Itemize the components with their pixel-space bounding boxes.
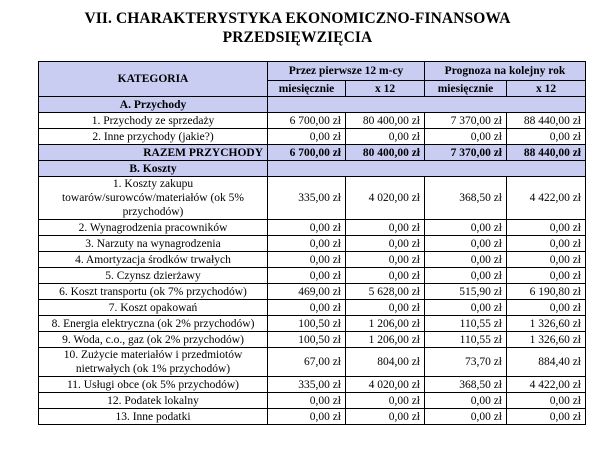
row-monthly-1: 0,00 zł (268, 129, 346, 145)
row-yearly-2: 4 422,00 zł (507, 177, 586, 220)
row-label: 12. Podatek lokalny (39, 393, 268, 409)
row-monthly-1: 469,00 zł (268, 284, 346, 300)
row-monthly-1: 0,00 zł (268, 393, 346, 409)
row-monthly-2: 110,55 zł (425, 332, 507, 348)
row-yearly-2: 6 190,80 zł (507, 284, 586, 300)
row-yearly-1: 0,00 zł (346, 268, 425, 284)
row-monthly-2: 73,70 zł (425, 348, 507, 377)
row-yearly-2: 0,00 zł (507, 300, 586, 316)
row-label: 3. Narzuty na wynagrodzenia (39, 236, 268, 252)
header-period-first-year: Przez pierwsze 12 m-cy (268, 62, 425, 81)
row-monthly-1: 335,00 zł (268, 377, 346, 393)
row-monthly-2: 110,55 zł (425, 316, 507, 332)
row-yearly-1: 1 206,00 zł (346, 316, 425, 332)
row-monthly-1: 335,00 zł (268, 177, 346, 220)
document-title (0, 9, 595, 47)
row-label: 6. Koszt transportu (ok 7% przychodów) (39, 284, 268, 300)
row-yearly-1: 0,00 zł (346, 252, 425, 268)
row-monthly-2: 515,90 zł (425, 284, 507, 300)
row-label: 1. Koszty zakupu towarów/surowców/materiałów (ok 5% przychodów) (39, 177, 268, 220)
row-label: 8. Energia elektryczna (ok 2% przychodów) (39, 316, 268, 332)
row-yearly-2: 1 326,60 zł (507, 332, 586, 348)
cost-row (39, 284, 586, 300)
row-yearly-2: 0,00 zł (507, 409, 586, 425)
total-monthly-1: 6 700,00 zł (268, 145, 346, 161)
row-yearly-2: 0,00 zł (507, 220, 586, 236)
total-yearly-2: 88 440,00 zł (507, 145, 586, 161)
row-monthly-2: 0,00 zł (425, 393, 507, 409)
income-row (39, 129, 586, 145)
section-costs-fill (268, 161, 586, 177)
header-monthly-1: miesięcznie (268, 81, 346, 97)
section-costs (39, 161, 586, 177)
cost-row (39, 268, 586, 284)
row-yearly-1: 0,00 zł (346, 236, 425, 252)
row-monthly-2: 0,00 zł (425, 129, 507, 145)
header-x12-1: x 12 (346, 81, 425, 97)
header-monthly-2: miesięcznie (425, 81, 507, 97)
row-label: 2. Inne przychody (jakie?) (39, 129, 268, 145)
row-monthly-2: 0,00 zł (425, 300, 507, 316)
cost-row (39, 348, 586, 377)
row-yearly-2: 0,00 zł (507, 393, 586, 409)
row-monthly-1: 0,00 zł (268, 409, 346, 425)
cost-row (39, 409, 586, 425)
cost-row (39, 220, 586, 236)
row-label: 7. Koszt opakowań (39, 300, 268, 316)
row-label: 13. Inne podatki (39, 409, 268, 425)
header-period-next-year: Prognoza na kolejny rok (425, 62, 586, 81)
row-yearly-2: 0,00 zł (507, 268, 586, 284)
total-yearly-1: 80 400,00 zł (346, 145, 425, 161)
row-yearly-2: 0,00 zł (507, 252, 586, 268)
row-yearly-2: 1 326,60 zł (507, 316, 586, 332)
total-monthly-2: 7 370,00 zł (425, 145, 507, 161)
cost-row (39, 393, 586, 409)
row-label: 11. Usługi obce (ok 5% przychodów) (39, 377, 268, 393)
row-yearly-1: 0,00 zł (346, 220, 425, 236)
row-monthly-1: 0,00 zł (268, 252, 346, 268)
row-yearly-1: 80 400,00 zł (346, 113, 425, 129)
cost-row (39, 332, 586, 348)
title-line-1: VII. CHARAKTERYSTYKA EKONOMICZNO-FINANSOWA (84, 10, 511, 27)
row-yearly-1: 4 020,00 zł (346, 177, 425, 220)
header-category: KATEGORIA (39, 62, 268, 97)
row-yearly-1: 0,00 zł (346, 409, 425, 425)
row-label: 4. Amortyzacja środków trwałych (39, 252, 268, 268)
row-monthly-1: 6 700,00 zł (268, 113, 346, 129)
row-yearly-2: 884,40 zł (507, 348, 586, 377)
row-yearly-1: 0,00 zł (346, 393, 425, 409)
cost-row (39, 377, 586, 393)
row-monthly-2: 0,00 zł (425, 236, 507, 252)
title-line-2: PRZEDSIĘWZIĘCIA (222, 29, 373, 46)
row-yearly-1: 0,00 zł (346, 129, 425, 145)
row-monthly-2: 368,50 zł (425, 177, 507, 220)
section-costs-label: B. Koszty (39, 161, 268, 177)
row-monthly-1: 0,00 zł (268, 300, 346, 316)
cost-row (39, 177, 586, 220)
row-monthly-1: 0,00 zł (268, 268, 346, 284)
cost-row (39, 236, 586, 252)
section-income-label: A. Przychody (39, 97, 268, 113)
row-label: 9. Woda, c.o., gaz (ok 2% przychodów) (39, 332, 268, 348)
cost-row (39, 300, 586, 316)
row-yearly-1: 4 020,00 zł (346, 377, 425, 393)
row-yearly-1: 0,00 zł (346, 300, 425, 316)
section-income (39, 97, 586, 113)
section-income-fill (268, 97, 586, 113)
row-yearly-2: 88 440,00 zł (507, 113, 586, 129)
row-monthly-1: 100,50 zł (268, 332, 346, 348)
row-monthly-1: 100,50 zł (268, 316, 346, 332)
total-income-label: RAZEM PRZYCHODY (39, 145, 268, 161)
row-yearly-1: 1 206,00 zł (346, 332, 425, 348)
row-monthly-1: 67,00 zł (268, 348, 346, 377)
row-label: 1. Przychody ze sprzedaży (39, 113, 268, 129)
income-row (39, 113, 586, 129)
cost-row (39, 252, 586, 268)
row-monthly-1: 0,00 zł (268, 220, 346, 236)
row-monthly-2: 368,50 zł (425, 377, 507, 393)
row-yearly-1: 5 628,00 zł (346, 284, 425, 300)
row-label: 5. Czynsz dzierżawy (39, 268, 268, 284)
row-monthly-1: 0,00 zł (268, 236, 346, 252)
row-monthly-2: 0,00 zł (425, 220, 507, 236)
row-label: 10. Zużycie materiałów i przedmiotów nietrwałych (ok 1% przychodów) (39, 348, 268, 377)
total-income-row (39, 145, 586, 161)
row-yearly-2: 0,00 zł (507, 236, 586, 252)
row-yearly-1: 804,00 zł (346, 348, 425, 377)
row-yearly-2: 0,00 zł (507, 129, 586, 145)
row-monthly-2: 0,00 zł (425, 409, 507, 425)
row-monthly-2: 0,00 zł (425, 252, 507, 268)
financial-table (38, 61, 586, 425)
cost-row (39, 316, 586, 332)
header-row-1 (39, 62, 586, 81)
row-monthly-2: 7 370,00 zł (425, 113, 507, 129)
row-monthly-2: 0,00 zł (425, 268, 507, 284)
row-label: 2. Wynagrodzenia pracowników (39, 220, 268, 236)
row-yearly-2: 4 422,00 zł (507, 377, 586, 393)
header-x12-2: x 12 (507, 81, 586, 97)
